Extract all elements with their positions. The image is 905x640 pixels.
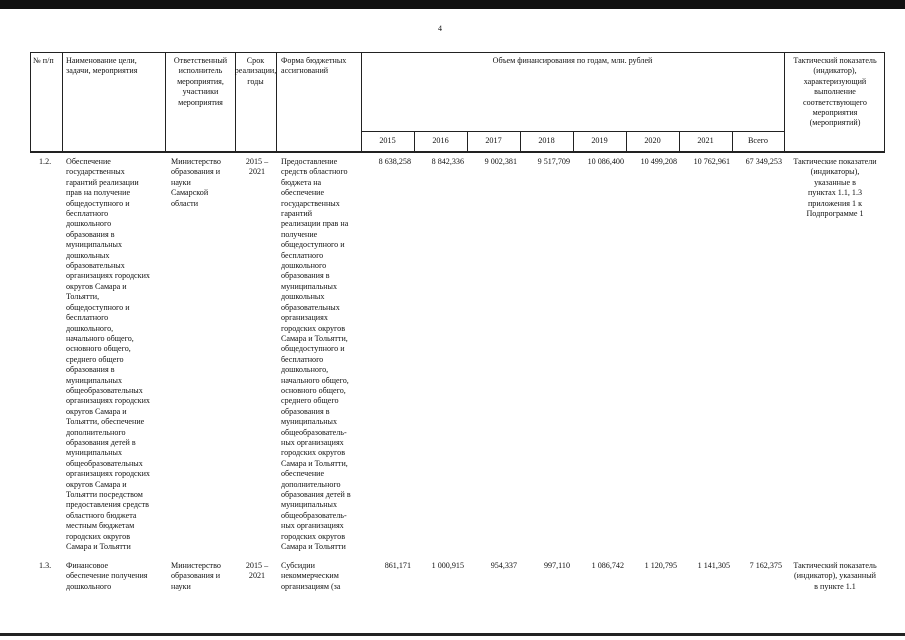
table-top-border [30, 52, 885, 53]
col-divider [30, 52, 31, 152]
header-indicator: Тактический показатель (индикатор), характеризующий выполнение соответствующего мероприятия (мероприятий) [793, 56, 877, 128]
row-indicator: Тактический показатель (индикатор), указанный в пункте 1.1 [793, 561, 877, 591]
row-name: Финансовое обеспечение получения дошкольного [66, 561, 148, 591]
header-financing: Объем финансирования по годам, млн. рублей [492, 56, 653, 65]
value-cell: 8 842,336 [431, 157, 464, 166]
header-num: № п/п [33, 56, 54, 65]
value-cell: 1 120,795 [644, 561, 677, 570]
page-number: 4 [438, 24, 442, 33]
value-cell: 8 638,258 [378, 157, 411, 166]
col-divider [62, 52, 63, 152]
header-name: Наименование цели, задачи, мероприятия [66, 56, 138, 76]
bottom-border [0, 633, 905, 636]
value-cell: 1 000,915 [431, 561, 464, 570]
value-cell: 10 086,400 [587, 157, 624, 166]
header-responsible: Ответственный исполнитель мероприятия, участники мероприятия [173, 56, 228, 107]
row-responsible: Министерство образования и науки Самарской области [171, 157, 221, 208]
row-name: Обеспечение государственных гарантий реализации прав на получение общедоступного и бесплатного дошкольного образования в муниципальных дошкольных образовательных организациях городских округов Самара и Тольятти, общедоступного и бесплатного дошкольного, начального общего, основного общего, среднего общего образования в муниципальных общеобразовательных организациях городских округов Самара и Тольятти, обеспечение дополнительного образования детей в муниципальных общеобразовательных организациях городских округов Самара и Тольятти посредством предоставления средств областного бюджета местным бюджетам городских округов Самара и Тольятти [66, 157, 150, 552]
value-cell: 1 086,742 [591, 561, 624, 570]
header-bottom-border-double [30, 152, 885, 153]
year-header: 2021 [697, 136, 714, 145]
value-cell: 10 499,208 [640, 157, 677, 166]
year-header: 2020 [644, 136, 661, 145]
row-period: 2015 – 2021 [245, 157, 269, 177]
year-header: 2016 [432, 136, 449, 145]
value-cell: 954,337 [490, 561, 517, 570]
value-cell: 1 141,305 [697, 561, 730, 570]
header-period: Срок реализации, годы [234, 56, 277, 86]
year-header: Всего [747, 136, 769, 145]
value-cell: 67 349,253 [745, 157, 782, 166]
value-cell: 997,110 [543, 561, 570, 570]
year-header: 2017 [485, 136, 502, 145]
row-form: Предоставление средств областного бюджета на обеспечение государственных гарантий реализации прав на получение общедоступного и бесплатного дошкольного образования в муниципальных дошкольных образовательных организациях городских округов Самара и Тольятти, общедоступного и бесплатного дошкольного, начального общего, основного общего, среднего общего образования в муниципальных общеобразователь- ных организациях городских округов Самара и Тольятти, обеспечение дополнительного образования детей в муниципальных общеобразователь- ных организациях городских округов Самара и Тольятти [281, 157, 351, 552]
row-period: 2015 – 2021 [245, 561, 269, 581]
row-num: 1.2. [39, 157, 52, 166]
row-num: 1.3. [39, 561, 52, 570]
value-cell: 10 762,961 [693, 157, 730, 166]
row-indicator: Тактические показатели (индикаторы), указанные в пунктах 1.1, 1.3 приложения 1 к Подпрограмме 1 [793, 157, 877, 219]
value-cell: 9 002,381 [484, 157, 517, 166]
year-header: 2019 [591, 136, 608, 145]
year-header: 2018 [538, 136, 555, 145]
value-cell: 861,171 [384, 561, 411, 570]
row-form: Субсидии некоммерческим организациям (за [281, 561, 341, 591]
year-header: 2015 [379, 136, 396, 145]
row-responsible: Министерство образования и науки [171, 561, 221, 591]
top-border [0, 0, 905, 9]
value-cell: 9 517,709 [537, 157, 570, 166]
value-cell: 7 162,375 [749, 561, 782, 570]
header-form: Форма бюджетных ассигнований [281, 56, 347, 76]
